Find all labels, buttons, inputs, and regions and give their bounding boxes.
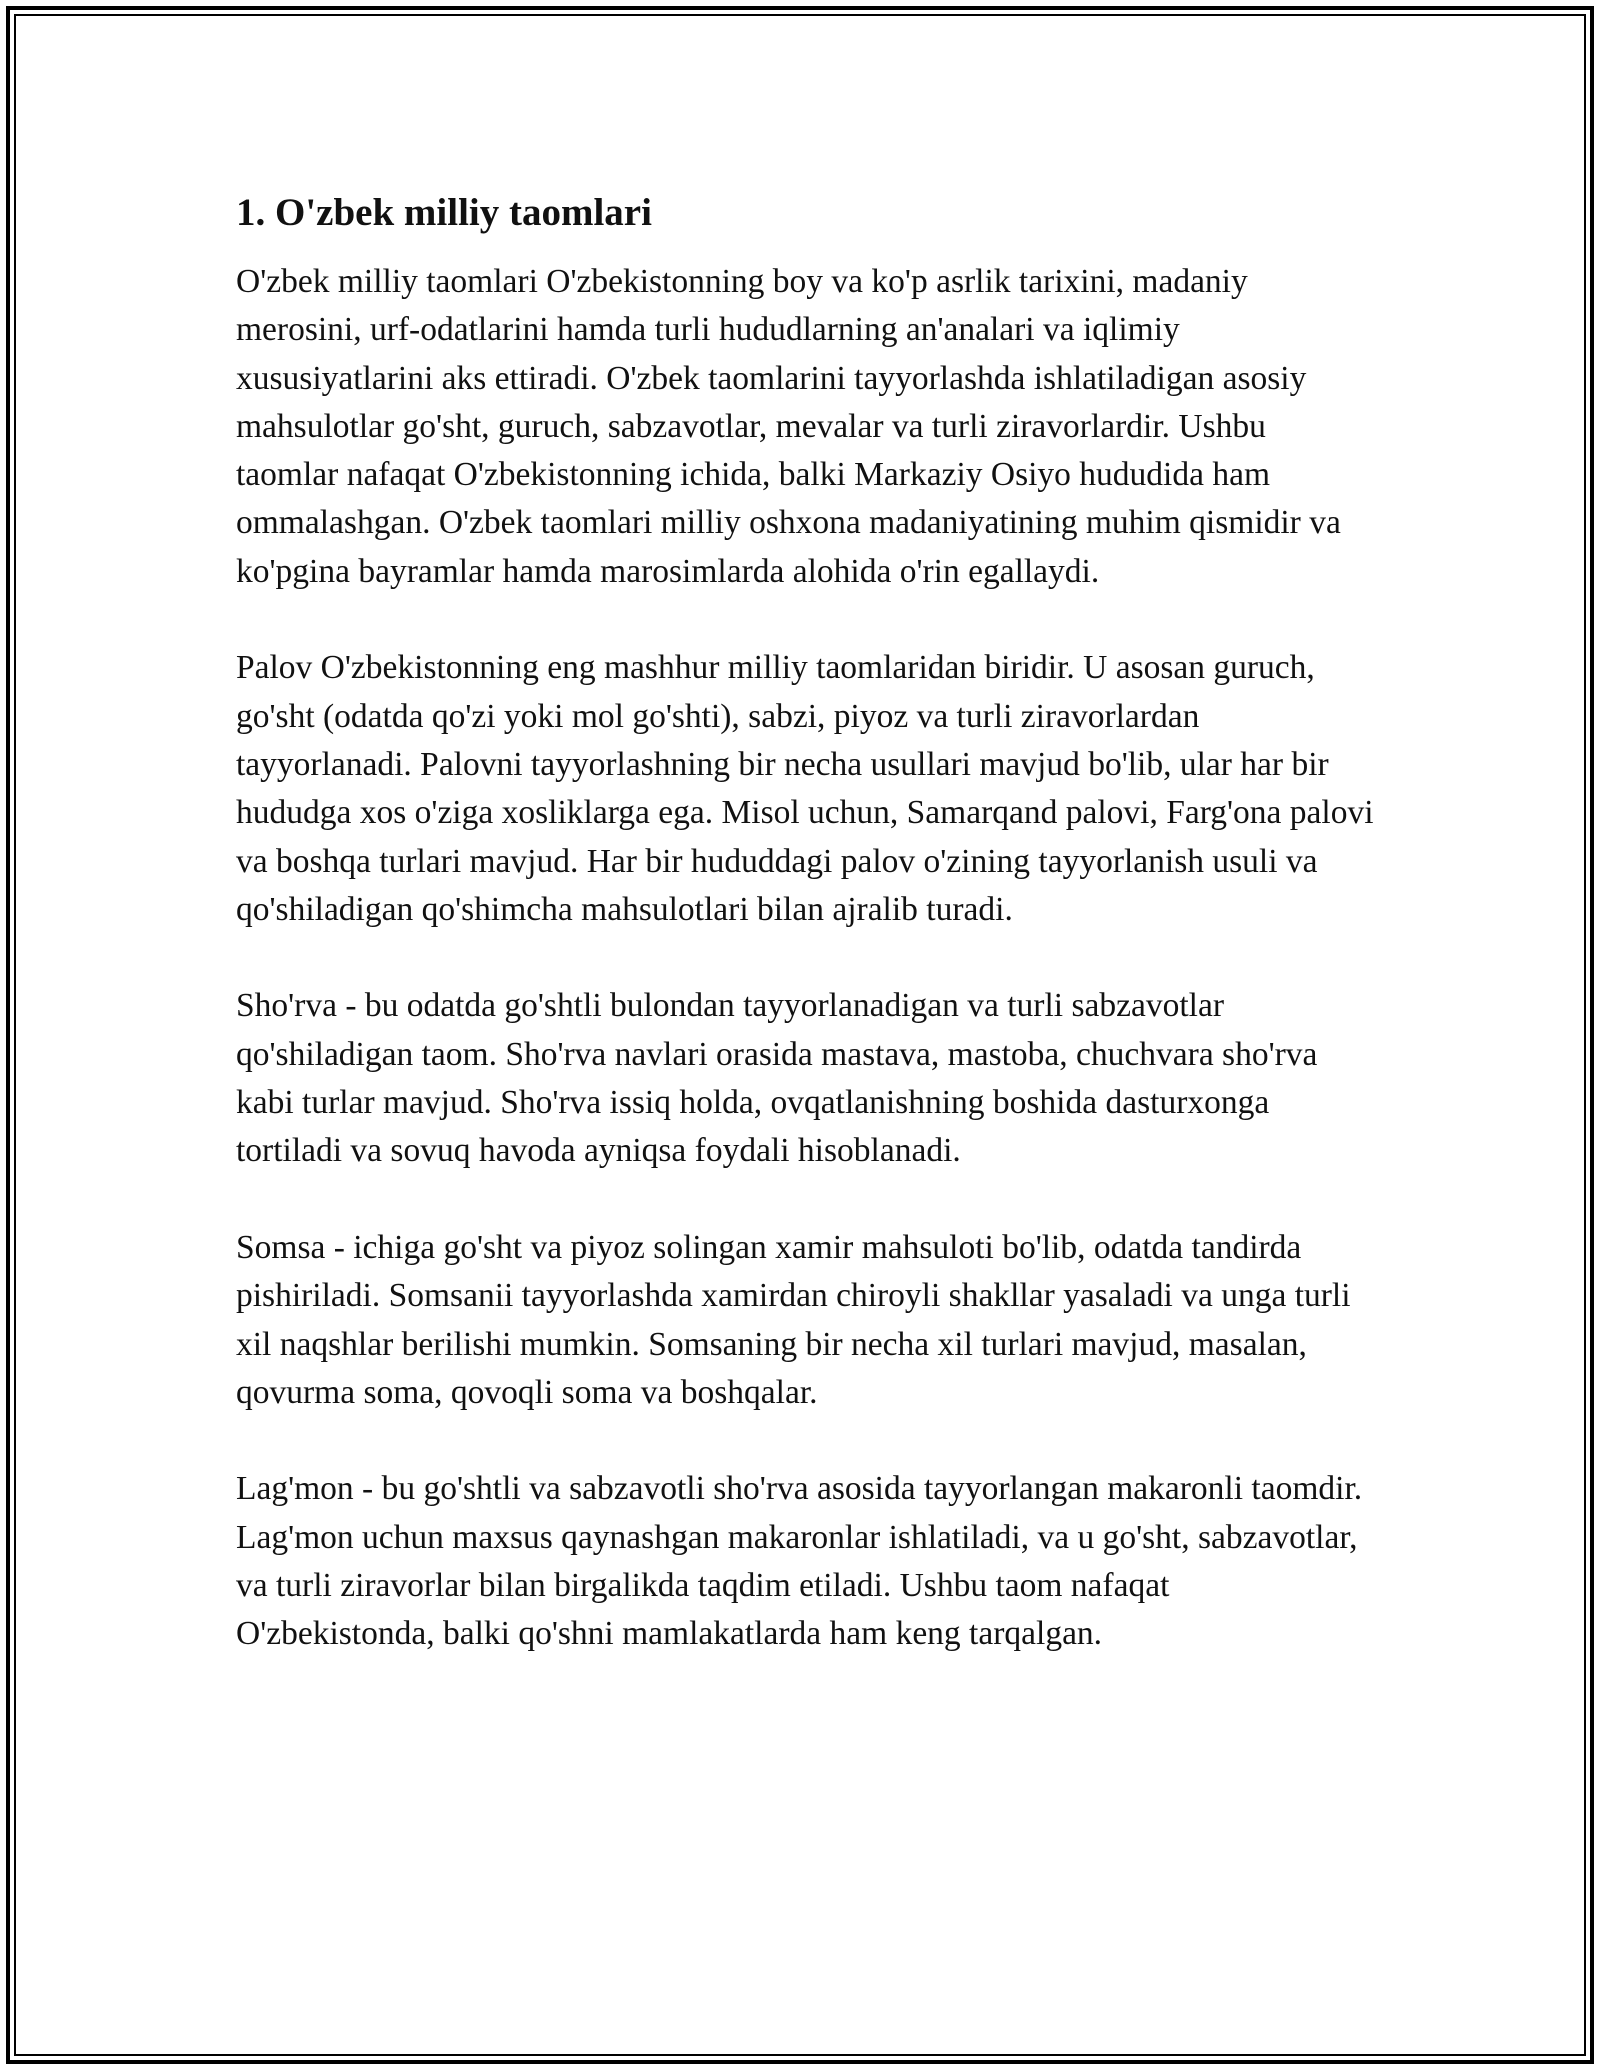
- section-title: 1. O'zbek milliy taomlari: [236, 191, 652, 234]
- paragraph-intro: O'zbek milliy taomlari O'zbekistonning boy va ko'p asrlik tarixini, madaniy merosini, urf-odatlarini hamda turli hududlarning an'analari va iqlimiy xususiyatlarini aks ettiradi. O'zbek taomlarini tayyorlashda ishlatiladigan asosiy mahsulotlar go'sht, guruch, sabzavotlar, mevalar va turli ziravorlardir. Ushbu taomlar nafaqat O'zbekistonning ichida, balki Markaziy Osiyo hududida ham ommalashgan. O'zbek taomlari milliy oshxona madaniyatining muhim qismidir va ko'pgina bayramlar hamda marosimlarda alohida o'rin egallaydi.: [236, 263, 1341, 590]
- document-body: [236, 186, 1376, 1707]
- paragraph-somsa: Somsa - ichiga go'sht va piyoz solingan xamir mahsuloti bo'lib, odatda tandirda pishiriladi. Somsanii tayyorlashda xamirdan chiroyli shakllar yasaladi va unga turli xil naqshlar berilishi mumkin. Somsaning bir necha xil turlari mavjud, masalan, qovurma soma, qovoqli soma va boshqalar.: [236, 1228, 1351, 1411]
- paragraph-lagmon: Lag'mon - bu go'shtli va sabzavotli sho'rva asosida tayyorlangan makaronli taomdir. Lag'mon uchun maxsus qaynashgan makaronlar ishlatiladi, va u go'sht, sabzavotlar, va turli ziravorlar bilan birgalikda taqdim etiladi. Ushbu taom nafaqat O'zbekistonda, balki qo'shni mamlakatlarda ham keng tarqalgan.: [236, 1470, 1363, 1653]
- paragraph-palov: Palov O'zbekistonning eng mashhur milliy taomlaridan biridir. U asosan guruch, go'sht (odatda qo'zi yoki mol go'shti), sabzi, piyoz va turli ziravorlardan tayyorlanadi. Palovni tayyorlashning bir necha usullari mavjud bo'lib, ular har bir hududga xos o'ziga xosliklarga ega. Misol uchun, Samarqand palovi, Farg'ona palovi va boshqa turlari mavjud. Har bir hududdagi palov o'zining tayyorlanish usuli va qo'shiladigan qo'shimcha mahsulotlari bilan ajralib turadi.: [236, 649, 1374, 928]
- paragraph-shorva: Sho'rva - bu odatda go'shtli bulondan tayyorlanadigan va turli sabzavotlar qo'shiladigan taom. Sho'rva navlari orasida mastava, mastoba, chuchvara sho'rva kabi turlar mavjud. Sho'rva issiq holda, ovqatlanishning boshida dasturxonga tortiladi va sovuq havoda ayniqsa foydali hisoblanadi.: [236, 987, 1318, 1170]
